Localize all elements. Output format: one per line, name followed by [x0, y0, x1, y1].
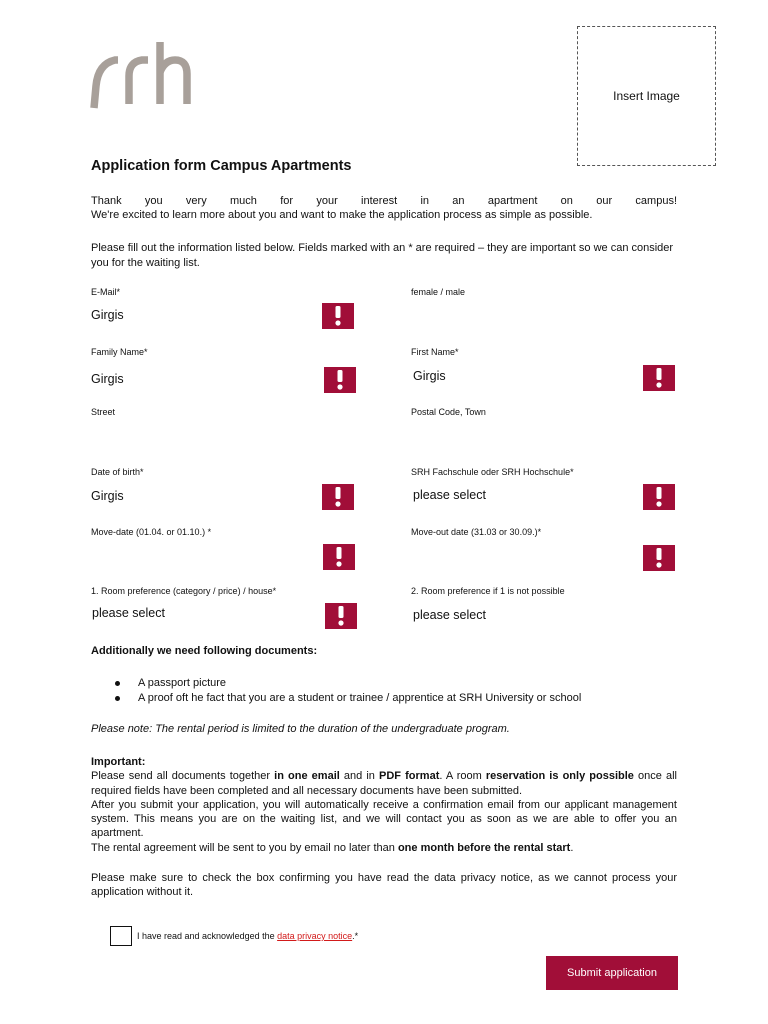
important-emphasis: one month before the rental start	[397, 841, 571, 854]
exclamation-icon	[655, 487, 663, 507]
school-required-warning	[643, 484, 675, 510]
room-preference-2-select[interactable]: please select	[413, 608, 486, 622]
room-preference-1-label: 1. Room preference (category / price) / house*	[91, 586, 277, 596]
important-heading: Important:	[91, 756, 146, 768]
exclamation-icon	[334, 306, 342, 326]
dob-field[interactable]	[91, 487, 291, 505]
first-name-label: First Name*	[411, 347, 459, 357]
important-emphasis: PDF format	[379, 770, 440, 783]
email-field[interactable]	[91, 306, 291, 324]
important-text: .	[570, 841, 574, 854]
exclamation-icon	[655, 548, 663, 568]
street-field[interactable]	[91, 428, 291, 446]
email-label: E-Mail*	[91, 287, 121, 297]
consent-text: I have read and acknowledged the	[137, 931, 278, 941]
email-required-warning	[322, 303, 354, 329]
consent-suffix: .*	[352, 931, 359, 941]
important-emphasis: in one email	[274, 770, 340, 783]
move-out-field[interactable]	[411, 548, 611, 566]
room-preference-2-label: 2. Room preference if 1 is not possible	[411, 586, 565, 596]
documents-list	[91, 676, 681, 706]
exclamation-icon	[334, 487, 342, 507]
postal-town-label: Postal Code, Town	[411, 407, 486, 417]
intro-text-instructions: Please fill out the information listed below. Fields marked with an * are required – they are important so we can consider you for the waiting list.	[91, 242, 674, 269]
gender-field[interactable]	[411, 306, 611, 324]
exclamation-icon	[336, 370, 344, 390]
move-in-field[interactable]	[91, 548, 291, 566]
family-name-required-warning	[324, 367, 356, 393]
list-item: A passport picture	[91, 676, 681, 691]
school-select[interactable]: please select	[413, 488, 486, 502]
dob-label: Date of birth*	[91, 467, 144, 477]
room-preference-1-select[interactable]: please select	[92, 606, 165, 620]
important-emphasis: reservation is only possible	[485, 770, 634, 783]
move-out-required-warning	[643, 545, 675, 571]
street-label: Street	[91, 407, 116, 417]
privacy-consent-label	[137, 931, 358, 941]
important-text: Please send all documents together	[91, 770, 275, 783]
important-text: and in	[339, 770, 380, 783]
move-in-label: Move-date (01.04. or 01.10.) *	[91, 527, 212, 537]
move-in-required-warning	[323, 544, 355, 570]
exclamation-icon	[335, 547, 343, 567]
room-preference-1-required-warning	[325, 603, 357, 629]
important-text: once all required fields have been completed and all necessary documents have been submitted.	[91, 770, 677, 797]
intro-text-line2: We're excited to learn more about you and want to make the application process as simple as possible.	[91, 209, 593, 221]
insert-image-placeholder[interactable]	[577, 26, 716, 166]
privacy-notice-link[interactable]: data privacy notice	[277, 931, 353, 941]
submit-application-button[interactable]: Submit application	[546, 956, 678, 990]
dob-required-warning	[322, 484, 354, 510]
page-title: Application form Campus Apartments	[91, 158, 352, 174]
rental-period-note: Please note: The rental period is limited to the duration of the undergraduate program.	[91, 723, 510, 735]
school-label: SRH Fachschule oder SRH Hochschule*	[411, 467, 574, 477]
important-section	[91, 755, 677, 855]
confirmation-text: After you submit your application, you will automatically receive a confirmation email from our applicant management system. This means you are on the waiting list, and we will contact you as soon as we are able to offer you an apartment.	[91, 798, 677, 840]
privacy-instruction: Please make sure to check the box confirming you have read the data privacy notice, as we cannot process your application without it.	[91, 872, 677, 899]
gender-label: female / male	[411, 287, 466, 297]
privacy-consent-checkbox[interactable]	[110, 926, 132, 946]
family-name-field[interactable]	[91, 370, 291, 388]
postal-town-field[interactable]	[411, 428, 611, 446]
srh-logo-graphic	[90, 42, 192, 116]
family-name-label: Family Name*	[91, 347, 148, 357]
first-name-field[interactable]	[413, 367, 613, 385]
exclamation-icon	[337, 606, 345, 626]
insert-image-label: Insert Image	[613, 89, 680, 103]
srh-logo	[90, 42, 192, 116]
list-item: A proof oft he fact that you are a student or trainee / apprentice at SRH University or school	[91, 691, 681, 706]
important-text: . A room	[439, 770, 486, 783]
move-out-label: Move-out date (31.03 or 30.09.)*	[411, 527, 542, 537]
documents-heading: Additionally we need following documents:	[91, 645, 318, 657]
exclamation-icon	[655, 368, 663, 388]
first-name-required-warning	[643, 365, 675, 391]
intro-text-line1: Thank you very much for your interest in an apartment on our campus!	[91, 195, 677, 207]
important-text: The rental agreement will be sent to you by email no later than	[91, 841, 398, 854]
